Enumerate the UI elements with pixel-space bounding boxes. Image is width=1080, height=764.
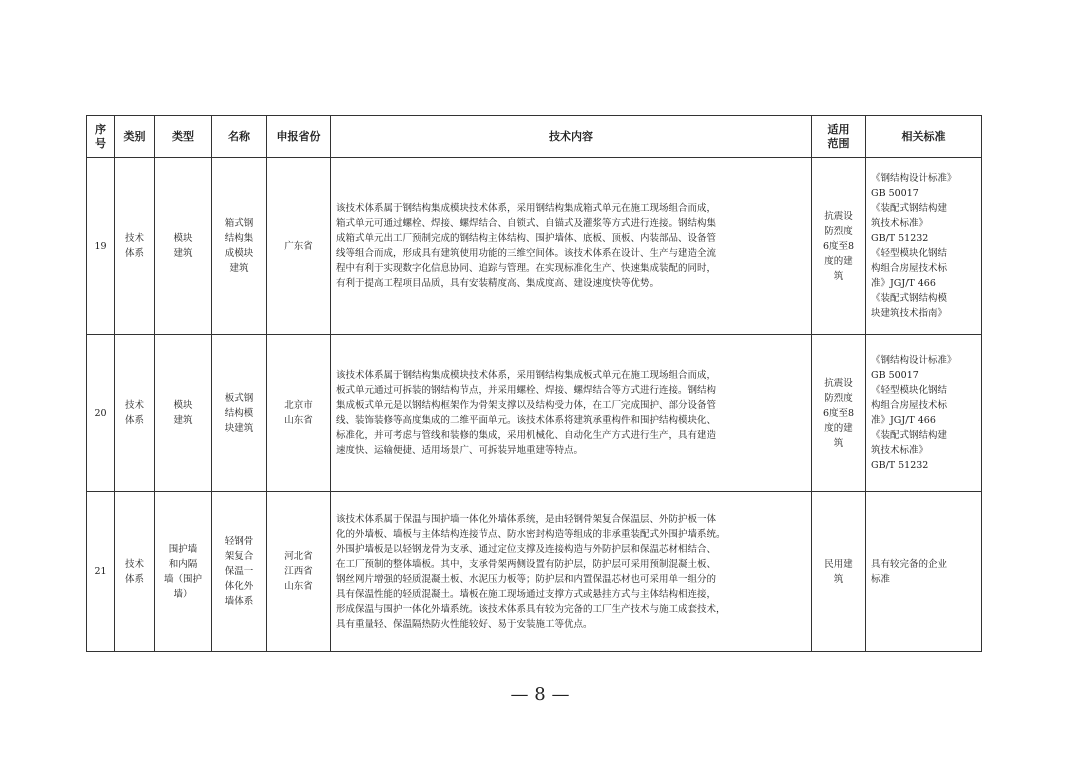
row-scope-line: 筑 [833, 270, 844, 282]
row-name-line: 轻钢骨 [224, 536, 254, 547]
row-content-line: 有利于提高工程项目品质，具有安装精度高、集成度高、建设速度快等优势。 [336, 278, 660, 289]
row-standards-line: 准》JGJ/T 466 [871, 415, 936, 426]
row-name-line: 结构模 [224, 407, 254, 419]
row-category-line: 体系 [124, 248, 144, 259]
row-province-line: 江西省 [284, 566, 313, 577]
row-standards-line: 具有较完备的企业 [871, 558, 948, 570]
row-seq: 20 [87, 335, 115, 492]
row-type-line: 模块 [173, 233, 193, 244]
row-name-line: 架复合 [224, 551, 254, 562]
row-category-line: 体系 [124, 415, 144, 426]
row-name-line: 体化外 [224, 581, 254, 592]
row-standards [866, 492, 982, 652]
row-category-line: 技术 [124, 558, 144, 570]
row-name [212, 492, 267, 652]
row-content-line: 板式单元通过可拆装的钢结构节点，并采用螺栓、焊接、螺焊结合等方式进行连接。钢结构 [336, 385, 717, 396]
row-standards-line: 构组合房屋技术标 [871, 400, 948, 411]
row-scope-line: 筑 [833, 437, 844, 449]
row-content-line: 成箱式单元出工厂预制完成的钢结构主体结构、围护墙体、底板、顶板、内装部品、设备管 [336, 233, 717, 244]
row-content-line: 线、装饰装修等高度集成的二维平面单元。该技术体系将建筑承重构件和围护结构模块化、 [336, 415, 717, 426]
row-type-line: 和内隔 [168, 558, 198, 570]
row-scope-line: 筑 [833, 573, 844, 585]
row-scope [812, 492, 866, 652]
header-seq-text: 序号 [95, 122, 106, 150]
row-province [267, 158, 331, 335]
row-content-line: 程中有利于实现数字化信息协同、追踪与管理。在实现标准化生产、快速集成装配的同时， [336, 263, 717, 274]
row-standards-line: GB 50017 [871, 188, 919, 199]
row-scope-line: 度的建 [824, 255, 853, 267]
row-content-line: 该技术体系属于保温与围护墙一体化外墙体系统，是由轻钢骨架复合保温层、外防护板一体 [336, 513, 717, 525]
row-standards-line: 构组合房屋技术标 [871, 263, 948, 274]
row-category-line: 技术 [124, 233, 144, 244]
row-scope [812, 158, 866, 335]
header-content: 技术内容 [331, 116, 812, 158]
row-type-line: 墙（围护 [163, 573, 202, 585]
row-content [331, 492, 812, 652]
page-number: — 8 — [510, 684, 570, 705]
table-row [87, 158, 982, 335]
row-scope-line: 防烈度 [824, 392, 853, 404]
row-standards-line: 筑技术标准》 [871, 218, 929, 229]
row-content [331, 158, 812, 335]
row-province-line: 山东省 [284, 415, 313, 426]
row-name-line: 墙体系 [224, 596, 254, 607]
row-province [267, 335, 331, 492]
row-category-line: 技术 [124, 400, 144, 411]
row-scope-line: 6度至8 [822, 407, 855, 419]
row-province-line: 北京市 [284, 400, 313, 411]
row-standards [866, 335, 982, 492]
row-content-line: 速度快、运输便捷、适用场景广、可拆装异地重建等特点。 [336, 445, 584, 456]
row-scope-line: 抗震设 [824, 377, 853, 389]
row-content-line: 形成保温与围护一体化外墙系统。该技术体系具有较为完备的工厂生产技术与施工成套技术， [336, 603, 726, 615]
row-category-line: 体系 [124, 573, 144, 585]
row-type [155, 158, 212, 335]
table-row [87, 335, 982, 492]
row-seq: 21 [87, 492, 115, 652]
row-standards-line: 块建筑技术指南》 [871, 308, 948, 319]
row-name-line: 建筑 [229, 263, 249, 274]
row-standards-line: GB/T 51232 [871, 460, 929, 471]
row-standards-line: 《装配式钢结构模 [871, 293, 948, 304]
row-standards-line: GB/T 51232 [871, 233, 929, 244]
row-standards-line: 标准 [871, 573, 891, 585]
header-row [87, 116, 982, 158]
row-scope-line: 度的建 [824, 422, 853, 434]
row-content-line: 具有重量轻、保温隔热防火性能较好、易于安装施工等优点。 [336, 618, 593, 630]
header-category: 类别 [115, 116, 155, 158]
row-scope [812, 335, 866, 492]
row-scope-line: 防烈度 [824, 225, 853, 237]
header-standards: 相关标准 [866, 116, 982, 158]
row-category [115, 492, 155, 652]
header-scope-text: 适用范围 [827, 122, 850, 150]
row-content-line: 集成板式单元是以钢结构框架作为骨架支撑以及结构受力体，在工厂完成围护、部分设备管 [336, 400, 717, 411]
row-standards-line: 《钢结构设计标准》 [871, 355, 957, 366]
technology-table [86, 115, 982, 652]
row-content-line: 外围护墙板是以轻钢龙骨为支承、通过定位支撑及连接构造与外防护层和保温芯材相结合、 [336, 543, 717, 555]
row-name-line: 板式钢 [224, 392, 254, 404]
row-province-line: 山东省 [284, 581, 313, 592]
row-content-line: 标准化，并可考虑与管线和装修的集成，采用机械化、自动化生产方式进行生产，具有建造 [336, 430, 717, 441]
row-category [115, 335, 155, 492]
row-province-line: 河北省 [284, 551, 313, 562]
row-content-line: 该技术体系属于钢结构集成模块技术体系，采用钢结构集成箱式单元在施工现场组合而成， [336, 203, 717, 214]
row-standards [866, 158, 982, 335]
row-content-line: 箱式单元可通过螺栓、焊接、螺焊结合、自锁式、自锚式及灌浆等方式进行连接。钢结构集 [336, 218, 717, 229]
row-content [331, 335, 812, 492]
row-standards-line: 《轻型模块化钢结 [871, 248, 948, 259]
row-category [115, 158, 155, 335]
row-content-line: 在工厂预制的整体墙板。其中，支承骨架两侧设置有防护层，防护层可采用预制混凝土板、 [336, 558, 717, 570]
row-content-line: 钢丝网片增强的轻质混凝土板、水泥压力板等；防护层和内置保温芯材也可采用单一组分的 [336, 573, 717, 585]
header-type: 类型 [155, 116, 212, 158]
row-name-line: 成模块 [224, 248, 254, 259]
row-province [267, 492, 331, 652]
row-standards-line: 筑技术标准》 [871, 445, 929, 456]
row-content-line: 具有保温性能的轻质混凝土。墙板在施工现场通过支撑方式或悬挂方式与主体结构相连接， [336, 588, 717, 600]
row-type-line: 墙） [173, 588, 193, 600]
row-scope-line: 抗震设 [824, 210, 853, 222]
header-province: 申报省份 [267, 116, 331, 158]
row-name-line: 块建筑 [224, 422, 254, 434]
row-content-line: 该技术体系属于钢结构集成模块技术体系，采用钢结构集成板式单元在施工现场组合而成， [336, 370, 717, 381]
row-standards-line: GB 50017 [871, 370, 919, 381]
row-type-line: 建筑 [173, 248, 193, 259]
row-scope-line: 民用建 [824, 558, 853, 570]
row-content-line: 化的外墙板、墙板与主体结构连接节点、防水密封构造等组成的非承重装配式外围护墙系统。 [336, 528, 726, 540]
row-scope-line: 6度至8 [822, 240, 855, 252]
row-name-line: 箱式钢 [224, 218, 254, 229]
row-standards-line: 《钢结构设计标准》 [871, 173, 957, 184]
row-type [155, 492, 212, 652]
header-scope [812, 116, 866, 158]
row-type-line: 围护墙 [168, 543, 198, 555]
row-standards-line: 准》JGJ/T 466 [871, 278, 936, 289]
row-province-line: 广东省 [284, 240, 313, 252]
row-name [212, 158, 267, 335]
row-type-line: 模块 [173, 400, 193, 411]
row-seq: 19 [87, 158, 115, 335]
row-standards-line: 《装配式钢结构建 [871, 203, 948, 214]
row-name-line: 结构集 [224, 233, 254, 244]
row-standards-line: 《轻型模块化钢结 [871, 385, 948, 396]
row-content-line: 线等组合而成，形成具有建筑使用功能的三维空间体。该技术体系在设计、生产与建造全流 [336, 248, 717, 259]
row-name-line: 保温一 [224, 566, 254, 577]
row-type [155, 335, 212, 492]
header-name: 名称 [212, 116, 267, 158]
row-type-line: 建筑 [173, 415, 193, 426]
table-row [87, 492, 982, 652]
row-name [212, 335, 267, 492]
row-standards-line: 《装配式钢结构建 [871, 430, 948, 441]
header-seq [87, 116, 115, 158]
